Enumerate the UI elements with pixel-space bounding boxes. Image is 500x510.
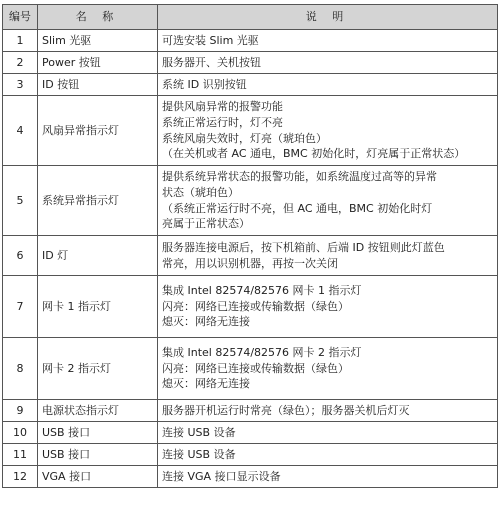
row-component-name: ID 按钮 [38, 74, 158, 96]
row-description [158, 166, 498, 236]
description-line: 系统正常运行时，灯不亮 [162, 115, 283, 129]
header-description: 说 明 [158, 5, 498, 30]
description-line: （在关机或者 AC 通电，BMC 初始化时，灯亮属于正常状态） [162, 147, 466, 161]
table-row [3, 30, 498, 52]
header-name: 名 称 [38, 5, 158, 30]
description-line: 常亮，用以识别机器，再按一次关闭 [162, 256, 338, 270]
row-description [158, 466, 498, 488]
table-row [3, 52, 498, 74]
row-description [158, 276, 498, 338]
table-row [3, 466, 498, 488]
table-row [3, 276, 498, 338]
description-line: 服务器开、关机按钮 [162, 55, 261, 69]
row-number: 7 [3, 276, 38, 338]
description-line: 系统 ID 识别按钮 [162, 77, 247, 91]
row-number: 1 [3, 30, 38, 52]
row-component-name: Slim 光驱 [38, 30, 158, 52]
spec-table-container [2, 4, 497, 488]
description-line: 可选安装 Slim 光驱 [162, 33, 259, 47]
description-line: 闪亮：网络已连接或传输数据（绿色） [162, 299, 349, 313]
description-line: 状态（琥珀色） [162, 185, 239, 199]
description-line: 连接 USB 设备 [162, 447, 236, 461]
row-description [158, 422, 498, 444]
row-description [158, 74, 498, 96]
header-row [3, 5, 498, 30]
row-number: 3 [3, 74, 38, 96]
table-row [3, 400, 498, 422]
description-line: 集成 Intel 82574/82576 网卡 2 指示灯 [162, 346, 362, 360]
row-description [158, 236, 498, 276]
row-description [158, 444, 498, 466]
description-line: （系统正常运行时不亮，但 AC 通电，BMC 初始化时灯 [162, 201, 433, 215]
table-body [3, 30, 498, 488]
description-line: 连接 USB 设备 [162, 425, 236, 439]
description-line: 熄灭：网络无连接 [162, 315, 250, 329]
description-line: 闪亮：网络已连接或传输数据（绿色） [162, 361, 349, 375]
front-panel-spec-table [2, 4, 498, 488]
table-header [3, 5, 498, 30]
row-number: 5 [3, 166, 38, 236]
description-line: 系统风扇失效时，灯亮（琥珀色） [162, 131, 327, 145]
description-line: 服务器开机运行时常亮（绿色）；服务器关机后灯灭 [162, 403, 410, 417]
row-description [158, 96, 498, 166]
description-line: 服务器连接电源后，按下机箱前、后端 ID 按钮则此灯蓝色 [162, 240, 445, 254]
description-line: 亮属于正常状态） [162, 217, 250, 231]
description-line: 熄灭：网络无连接 [162, 377, 250, 391]
row-component-name: 网卡 1 指示灯 [38, 276, 158, 338]
row-description [158, 400, 498, 422]
table-row [3, 338, 498, 400]
row-description [158, 30, 498, 52]
table-row [3, 96, 498, 166]
row-number: 9 [3, 400, 38, 422]
table-row [3, 166, 498, 236]
description-line: 连接 VGA 接口显示设备 [162, 469, 281, 483]
row-component-name: 系统异常指示灯 [38, 166, 158, 236]
table-row [3, 444, 498, 466]
row-description [158, 52, 498, 74]
row-component-name: Power 按钮 [38, 52, 158, 74]
row-component-name: VGA 接口 [38, 466, 158, 488]
row-component-name: 风扇异常指示灯 [38, 96, 158, 166]
row-number: 8 [3, 338, 38, 400]
description-line: 提供风扇异常的报警功能 [162, 100, 283, 114]
header-number: 编号 [3, 5, 38, 30]
row-number: 11 [3, 444, 38, 466]
row-component-name: 电源状态指示灯 [38, 400, 158, 422]
table-row [3, 236, 498, 276]
row-number: 4 [3, 96, 38, 166]
table-row [3, 422, 498, 444]
table-row [3, 74, 498, 96]
description-line: 提供系统异常状态的报警功能，如系统温度过高等的异常 [162, 170, 437, 184]
row-number: 10 [3, 422, 38, 444]
row-description [158, 338, 498, 400]
row-component-name: ID 灯 [38, 236, 158, 276]
row-number: 12 [3, 466, 38, 488]
row-number: 2 [3, 52, 38, 74]
row-component-name: 网卡 2 指示灯 [38, 338, 158, 400]
row-number: 6 [3, 236, 38, 276]
row-component-name: USB 接口 [38, 444, 158, 466]
description-line: 集成 Intel 82574/82576 网卡 1 指示灯 [162, 284, 362, 298]
row-component-name: USB 接口 [38, 422, 158, 444]
